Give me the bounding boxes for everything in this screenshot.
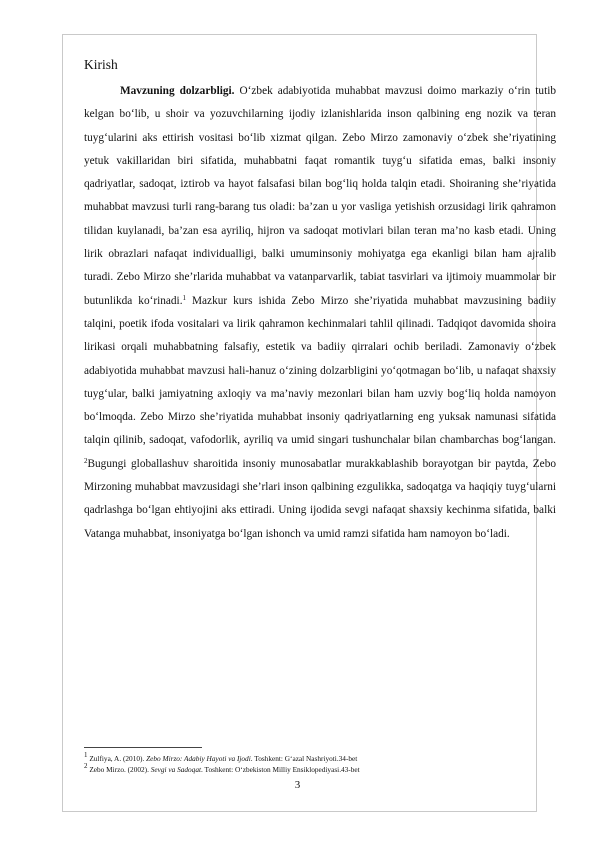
footnote-ref-1[interactable]: 1 [182, 293, 187, 302]
body-paragraph [84, 80, 556, 546]
page-number: 3 [294, 779, 301, 791]
footnote-publisher: . Toshkent: G‘azal Nashriyoti.34-bet [250, 754, 358, 763]
paragraph-text-2: Mazkur kurs ishida Zebo Mirzo she’riyatida muhabbat mavzusining badiiy talqini, poetik ifoda vositalari va lirik qahramon kechinmalari tahlil qilinadi. Tadqiqot davomida shoira lirikasi orqali muhabbatning falsafiy, estetik va badiiy qirralari ochib beriladi. Zamonaviy o‘zbek adabiyotida muhabbat mavzusi hali-hanuz o‘zining dolzarbligini yo‘qotmagan bo‘lib, u nafaqat shaxsiy tuyg‘ular, balki jamiyatning axloqiy va ma’naviy mezonlari bilan ham uzviy bog‘liq holda namoyon bo‘lmoqda. Zebo Mirzo she’riyatida muhabbat insoniy qadriyatlarning eng yuksak namunasi sifatida talqin qilinib, sadoqat, vafodorlik, ayriliq va umid singari tushunchalar bilan chambarchas bog‘langan. [84, 294, 556, 447]
footnote-publisher: . Toshkent: O‘zbekiston Milliy Ensiklopediyasi.43-bet [201, 765, 360, 774]
footnote-author: Zulfiya, A. (2010). [89, 754, 147, 763]
paragraph-lead: Mavzuning dolzarbligi. [120, 85, 235, 97]
footnote-title: Zebo Mirzo: Adabiy Hayoti va Ijodi [146, 754, 251, 763]
footnote-number: 2 [84, 762, 88, 770]
section-heading: Kirish [84, 57, 118, 72]
footnote-ref-2[interactable]: 2 [84, 456, 88, 465]
footnote-1 [84, 753, 554, 764]
footnote-number: 1 [84, 751, 88, 759]
paragraph-text-1: O‘zbek adabiyotida muhabbat mavzusi doimo markaziy o‘rin tutib kelgan bo‘lib, u shoir va yozuvchilarning ijodiy izlanishlarida inson qalbining eng nozik va teran tuyg‘ularini aks ettirish vositasi bo‘lib xizmat qilgan. Zebo Mirzo zamonaviy o‘zbek she’riyatining yetuk vakillaridan biri sifatida, muhabbatni faqat romantik tuyg‘u sifatida emas, balki insoniy qadriyatlar, sadoqat, iztirob va hayot falsafasi bilan bog‘liq holda talqin etadi. Shoiraning she’riyatida muhabbat mavzusi turli rang-barang tus oladi: ba’zan u yor vasliga yetishish orzusidagi lirik qahramon tilidan kuylanadi, ba’zan esa ayriliq, hijron va sadoqat motivlari bilan teran ma’no kasb etadi. Uning lirik obrazlari nafaqat individualligi, balki umuminsoniy mohiyatga ega ekanligi bilan ham ajralib turadi. Zebo Mirzo she’rlarida muhabbat va vatanparvarlik, tabiat tasvirlari va ijtimoiy muammolar bir butunlikda ko‘rinadi. [84, 85, 556, 307]
footnote-2 [84, 764, 554, 775]
footnote-separator [84, 747, 202, 748]
footnotes [84, 753, 554, 775]
footnote-author: Zebo Mirzo. (2002). [89, 765, 151, 774]
paragraph-text-3: Bugungi globallashuv sharoitida insoniy munosabatlar murakkablashib borayotgan bir paytda, Zebo Mirzoning muhabbat mavzusidagi she’rlari inson qalbining ezgulikka, sadoqatga va haqiqiy tuyg‘ularni qadrlashga bo‘lgan ehtiyojini aks ettiradi. Uning ijodida sevgi nafaqat shaxsiy kechinma sifatida, balki Vatanga muhabbat, insoniyatga bo‘lgan ishonch va umid ramzi sifatida ham namoyon bo‘ladi. [84, 457, 556, 540]
footnote-title: Sevgi va Sadoqat [150, 765, 201, 774]
